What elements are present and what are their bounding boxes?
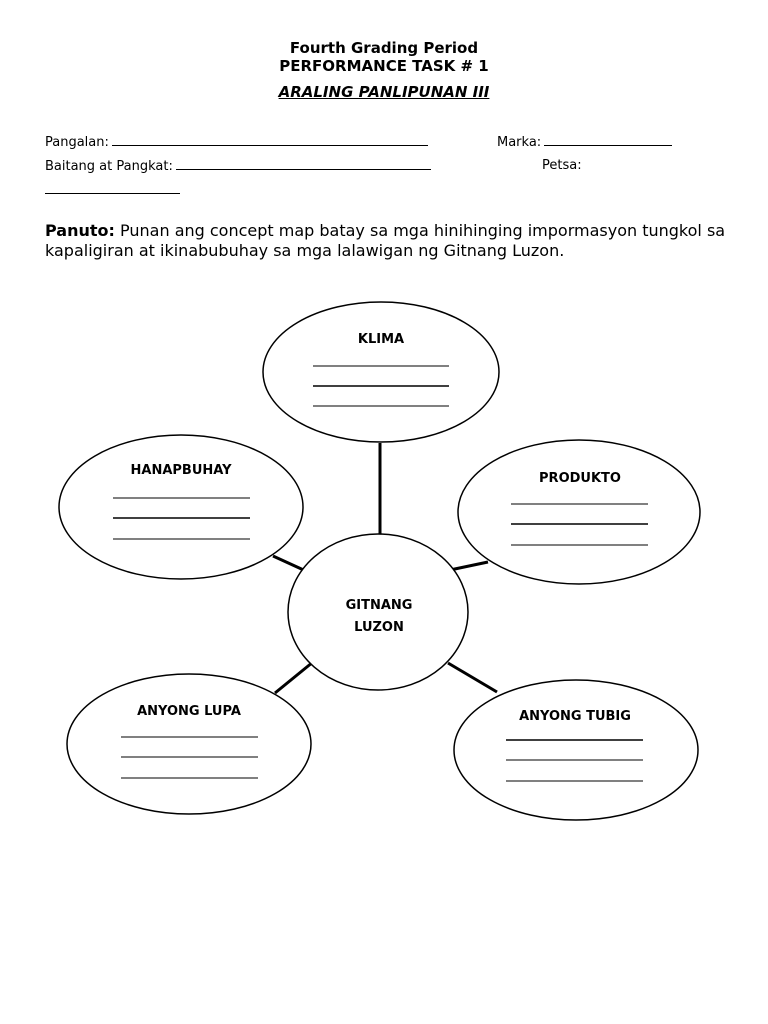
task-title: PERFORMANCE TASK # 1 (279, 57, 489, 75)
node-anyong-lupa (67, 674, 311, 814)
instructions-label: Panuto: (45, 221, 115, 240)
node-klima (263, 302, 499, 442)
instructions-text: Punan ang concept map batay sa mga hinihinging impormasyon tungkol sa kapaligiran at ikinabubuhay sa mga lalawigan ng Gitnang Luzon. (45, 221, 726, 260)
label-produkto: PRODUKTO (539, 471, 621, 486)
date-label: Petsa: (542, 158, 582, 173)
label-anyong-lupa: ANYONG LUPA (137, 704, 241, 719)
connector-anyong-tubig (448, 663, 497, 692)
label-anyong-tubig: ANYONG TUBIG (519, 709, 631, 724)
subject-title: ARALING PANLIPUNAN III (278, 83, 490, 101)
name-label: Pangalan: (45, 135, 109, 150)
node-anyong-tubig (454, 680, 698, 820)
connector-produkto (450, 562, 488, 570)
label-klima: KLIMA (357, 332, 405, 347)
section-label: Baitang at Pangkat: (45, 159, 173, 174)
connector-anyong-lupa (275, 662, 313, 693)
document-title: Fourth Grading Period (289, 39, 479, 57)
grade-label: Marka: (497, 135, 542, 150)
label-hanapbuhay: HANAPBUHAY (130, 463, 232, 478)
node-hanapbuhay (59, 435, 303, 579)
node-produkto (458, 440, 700, 584)
label-center-line2: LUZON (354, 620, 404, 635)
label-center-line1: GITNANG (345, 598, 413, 613)
